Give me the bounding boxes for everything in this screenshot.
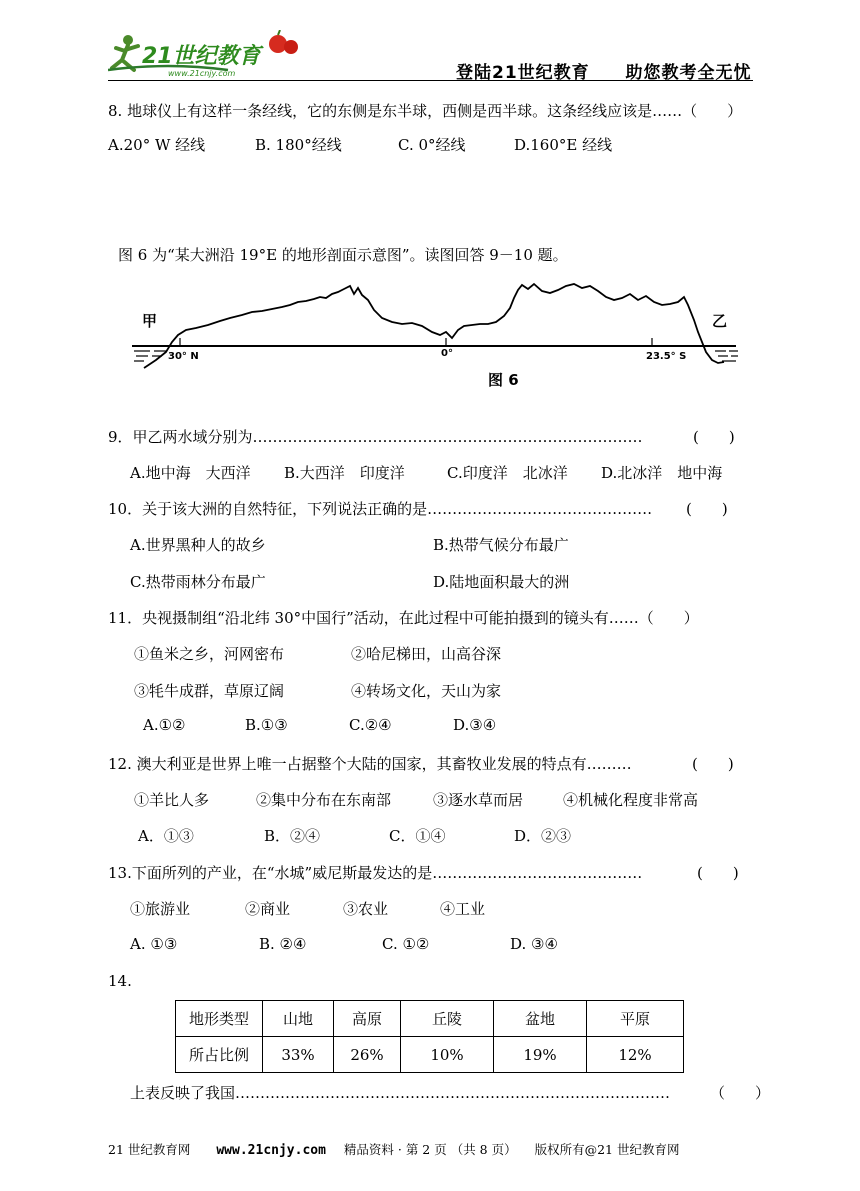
q9-leader: …………………………………………………………………… — [252, 428, 643, 446]
page-footer — [108, 1140, 679, 1158]
q8-stem: 8. 地球仪上有这样一条经线，它的东侧是东半球，西侧是西半球。这条经线应该是……（ ） — [108, 102, 743, 120]
svg-text:21世纪教育: 21世纪教育 — [142, 44, 261, 69]
label-yi: 乙 — [712, 312, 728, 330]
table-cell: 高原 — [334, 1001, 401, 1037]
q13-item-4: ④工业 — [440, 900, 486, 918]
q12-item-3: ③逐水草而居 — [433, 791, 524, 809]
q14-number: 14. — [108, 972, 132, 990]
q14-answer-paren: （ ） — [710, 1084, 771, 1102]
q11-item-3: ③牦牛成群，草原辽阔 — [134, 682, 285, 700]
q9-stem-text: 9．甲乙两水域分别为 — [108, 428, 253, 446]
q13-stem — [108, 862, 642, 883]
q8-option-d: D.160°E 经线 — [514, 136, 613, 154]
q12-item-1: ①羊比人多 — [134, 791, 210, 809]
table-cell: 33% — [263, 1037, 334, 1073]
q10-option-b: B.热带气候分布最广 — [433, 536, 569, 554]
svg-text:www.21cnjy.com: www.21cnjy.com — [168, 69, 236, 78]
header-divider — [108, 80, 753, 81]
slogan-left: 登陆21世纪教育 — [456, 63, 590, 83]
q13-option-a: A. ①③ — [130, 935, 178, 953]
q11-option-d: D.③④ — [453, 716, 497, 734]
q11-option-b: B.①③ — [245, 716, 288, 734]
q10-option-a: A.世界黑种人的故乡 — [130, 536, 266, 554]
q12-option-a: A．①③ — [138, 827, 194, 845]
q11-option-c: C.②④ — [349, 716, 392, 734]
table-cell: 10% — [401, 1037, 494, 1073]
footer-site: 21 世纪教育网 — [108, 1142, 191, 1157]
q9-option-b: B.大西洋 印度洋 — [284, 464, 405, 482]
tick-23s: 23.5° S — [646, 351, 687, 362]
figure6-caption: 图 6 — [488, 371, 519, 389]
q13-item-2: ②商业 — [245, 900, 291, 918]
q13-option-c: C. ①② — [382, 935, 430, 953]
table-cell: 山地 — [263, 1001, 334, 1037]
footer-page-info: 精品资料 · 第 2 页 （共 8 页） — [343, 1142, 517, 1157]
q10-option-c: C.热带雨林分布最广 — [130, 573, 266, 591]
q13-option-d: D. ③④ — [510, 935, 558, 953]
q12-option-b: B．②④ — [264, 827, 321, 845]
table-cell: 盆地 — [494, 1001, 587, 1037]
table-row — [176, 1001, 684, 1037]
q9-option-a: A.地中海 大西洋 — [130, 464, 251, 482]
terrain-outline — [144, 284, 724, 368]
q10-option-d: D.陆地面积最大的洲 — [433, 573, 570, 591]
q14-stem-text: 上表反映了我国 — [130, 1084, 236, 1102]
q14-leader: …………………………………………………………………………… — [235, 1084, 671, 1102]
q9-option-d: D.北冰洋 地中海 — [601, 464, 723, 482]
q11-item-1: ①鱼米之乡，河网密布 — [134, 645, 285, 663]
label-jia: 甲 — [142, 312, 158, 330]
tick-equator: 0° — [441, 348, 453, 359]
q12-answer-paren: ( ) — [692, 755, 734, 773]
q10-stem-text: 10．关于该大洲的自然特征，下列说法正确的是 — [108, 500, 428, 518]
terrain-share-table — [175, 1000, 684, 1073]
q11-option-a: A.①② — [143, 716, 186, 734]
q12-item-2: ②集中分布在东南部 — [256, 791, 392, 809]
q10-stem — [108, 498, 652, 519]
q13-option-b: B. ②④ — [259, 935, 307, 953]
q8-option-c: C. 0°经线 — [398, 136, 466, 154]
q12-item-4: ④机械化程度非常高 — [563, 791, 699, 809]
terrain-profile-diagram — [130, 280, 742, 376]
table-cell: 所占比例 — [176, 1037, 263, 1073]
q12-stem: 12. 澳大利亚是世界上唯一占据整个大陆的国家，其畜牧业发展的特点有……… — [108, 755, 632, 773]
q8-option-b: B. 180°经线 — [255, 136, 342, 154]
logo-graphic — [108, 30, 308, 80]
table-cell: 19% — [494, 1037, 587, 1073]
q11-item-4: ④转场文化，天山为家 — [351, 682, 502, 700]
q9-answer-paren: ( ) — [693, 428, 735, 446]
footer-url[interactable]: www.21cnjy.com — [216, 1143, 326, 1158]
figure6-intro: 图 6 为“某大洲沿 19°E 的地形剖面示意图”。读图回答 9－10 题。 — [118, 246, 568, 264]
q11-stem: 11．央视摄制组“沿北纬 30°中国行”活动，在此过程中可能拍摄到的镜头有……（ ） — [108, 609, 699, 627]
q12-option-c: C．①④ — [389, 827, 446, 845]
q10-answer-paren: ( ) — [686, 500, 728, 518]
q8-option-a: A.20° W 经线 — [108, 136, 206, 154]
q10-leader: ……………………………………… — [427, 500, 653, 518]
q13-item-3: ③农业 — [343, 900, 389, 918]
table-cell: 26% — [334, 1037, 401, 1073]
table-row — [176, 1037, 684, 1073]
tick-30n: 30° N — [168, 351, 199, 362]
q13-item-1: ①旅游业 — [130, 900, 191, 918]
table-cell: 平原 — [587, 1001, 684, 1037]
q9-option-c: C.印度洋 北冰洋 — [447, 464, 568, 482]
table-cell: 地形类型 — [176, 1001, 263, 1037]
footer-copyright: 版权所有@21 世纪教育网 — [534, 1142, 680, 1157]
q13-answer-paren: ( ) — [697, 864, 739, 882]
q13-stem-text: 13.下面所列的产业，在“水城”威尼斯最发达的是 — [108, 864, 433, 882]
q12-option-d: D．②③ — [514, 827, 572, 845]
table-cell: 丘陵 — [401, 1001, 494, 1037]
q14-stem — [130, 1082, 670, 1103]
site-logo[interactable] — [108, 30, 308, 80]
q11-item-2: ②哈尼梯田，山高谷深 — [351, 645, 502, 663]
water-right — [715, 351, 738, 361]
table-cell: 12% — [587, 1037, 684, 1073]
slogan-right: 助您教考全无忧 — [625, 63, 752, 83]
q9-stem — [108, 426, 643, 447]
q13-leader: …………………………………… — [432, 864, 643, 882]
